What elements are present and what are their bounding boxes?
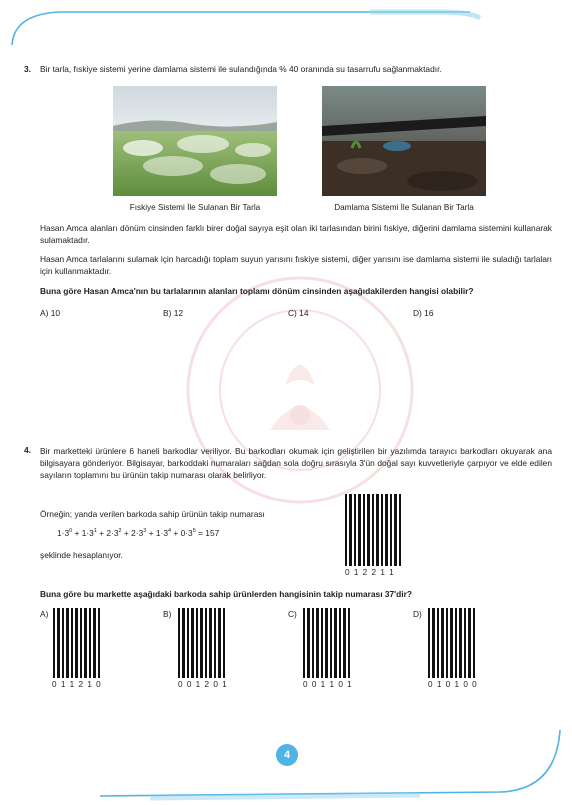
question-4-number: 4. xyxy=(24,445,31,455)
question-3-prompt: Buna göre Hasan Amca'nın bu tarlalarının alanları toplamı dönüm cinsinden aşağıdakilerden hangisi olabilir? xyxy=(40,286,474,296)
drip-caption: Damlama Sistemi İle Sulanan Bir Tarla xyxy=(334,203,474,212)
q3-option-a[interactable]: A) 10 xyxy=(40,308,61,318)
q4-option-a-digits: 0 1 1 2 1 0 xyxy=(52,680,102,689)
q3-option-c[interactable]: C) 14 xyxy=(288,308,309,318)
example-end: şeklinde hesaplanıyor. xyxy=(40,550,123,560)
example-barcode xyxy=(343,494,403,566)
q4-option-b-label[interactable]: B) xyxy=(163,609,172,619)
q3-option-b[interactable]: B) 12 xyxy=(163,308,184,318)
drip-irrigation-photo xyxy=(322,86,486,196)
question-3-paragraph-2: Hasan Amca tarlalarını sulamak için harcadığı toplam suyun yarısını fıskiye sistemi, diğer yarısını ise damlama sistemi ile suladığı tarlaları için kullanmaktadır. xyxy=(40,254,552,276)
q4-option-c-barcode[interactable] xyxy=(302,608,350,678)
example-formula: $1\cdot 3^0 + 1\cdot 3^1 + 2\cdot 3^2 + 2\cdot 3^3 + 1\cdot 3^4 + 0\cdot 3^5 = 157$ xyxy=(57,528,220,538)
sprinkler-caption: Fıskiye Sistemi İle Sulanan Bir Tarla xyxy=(129,203,261,212)
q4-option-c-label[interactable]: C) xyxy=(288,609,297,619)
question-3-paragraph-1: Hasan Amca alanları dönüm cinsinden farklı birer doğal sayıya eşit olan iki tarlasından birini fıskiye, diğerini damlama sistemini kullanarak sulamaktadır. xyxy=(40,223,552,245)
page-number-badge: 4 xyxy=(276,744,298,766)
q4-option-d-barcode[interactable] xyxy=(427,608,475,678)
example-intro: Örneğin; yanda verilen barkoda sahip ürünün takip numarası xyxy=(40,509,265,519)
example-barcode-digits: 0 1 2 2 1 1 xyxy=(345,568,395,577)
q4-option-a-label[interactable]: A) xyxy=(40,609,49,619)
q4-option-c-digits: 0 0 1 1 0 1 xyxy=(303,680,353,689)
question-3-stem: Bir tarla, fıskiye sistemi yerine damlama sistemi ile sulandığında % 40 oranında su tasarrufu sağlanmaktadır. xyxy=(40,64,442,74)
question-4-prompt: Buna göre bu markette aşağıdaki barkoda sahip ürünlerden hangisinin takip numarası 37'dir? xyxy=(40,589,412,599)
q4-option-a-barcode[interactable] xyxy=(52,608,100,678)
q4-option-d-digits: 0 1 0 1 0 0 xyxy=(428,680,478,689)
q3-option-d[interactable]: D) 16 xyxy=(413,308,434,318)
q4-option-d-label[interactable]: D) xyxy=(413,609,422,619)
question-4-stem: Bir marketteki ürünlere 6 haneli barkodlar veriliyor. Bu barkodları okumak için geliştirilen bir yazılımda tarayıcı barkodları okuyarak ana bilgisayara gönderiyor. Bilgisayar, barkoddaki numaraları sağdan sola doğru sırasıyla 3'ün doğal sayı kuvvetleriyle çarpıyor ve elde edilen sayıların toplamını bu ürünün takip numarası olarak belirliyor. xyxy=(40,446,552,480)
q4-option-b-barcode[interactable] xyxy=(177,608,225,678)
question-3-number: 3. xyxy=(24,64,31,74)
sprinkler-field-photo xyxy=(113,86,277,196)
q4-option-b-digits: 0 0 1 2 0 1 xyxy=(178,680,228,689)
